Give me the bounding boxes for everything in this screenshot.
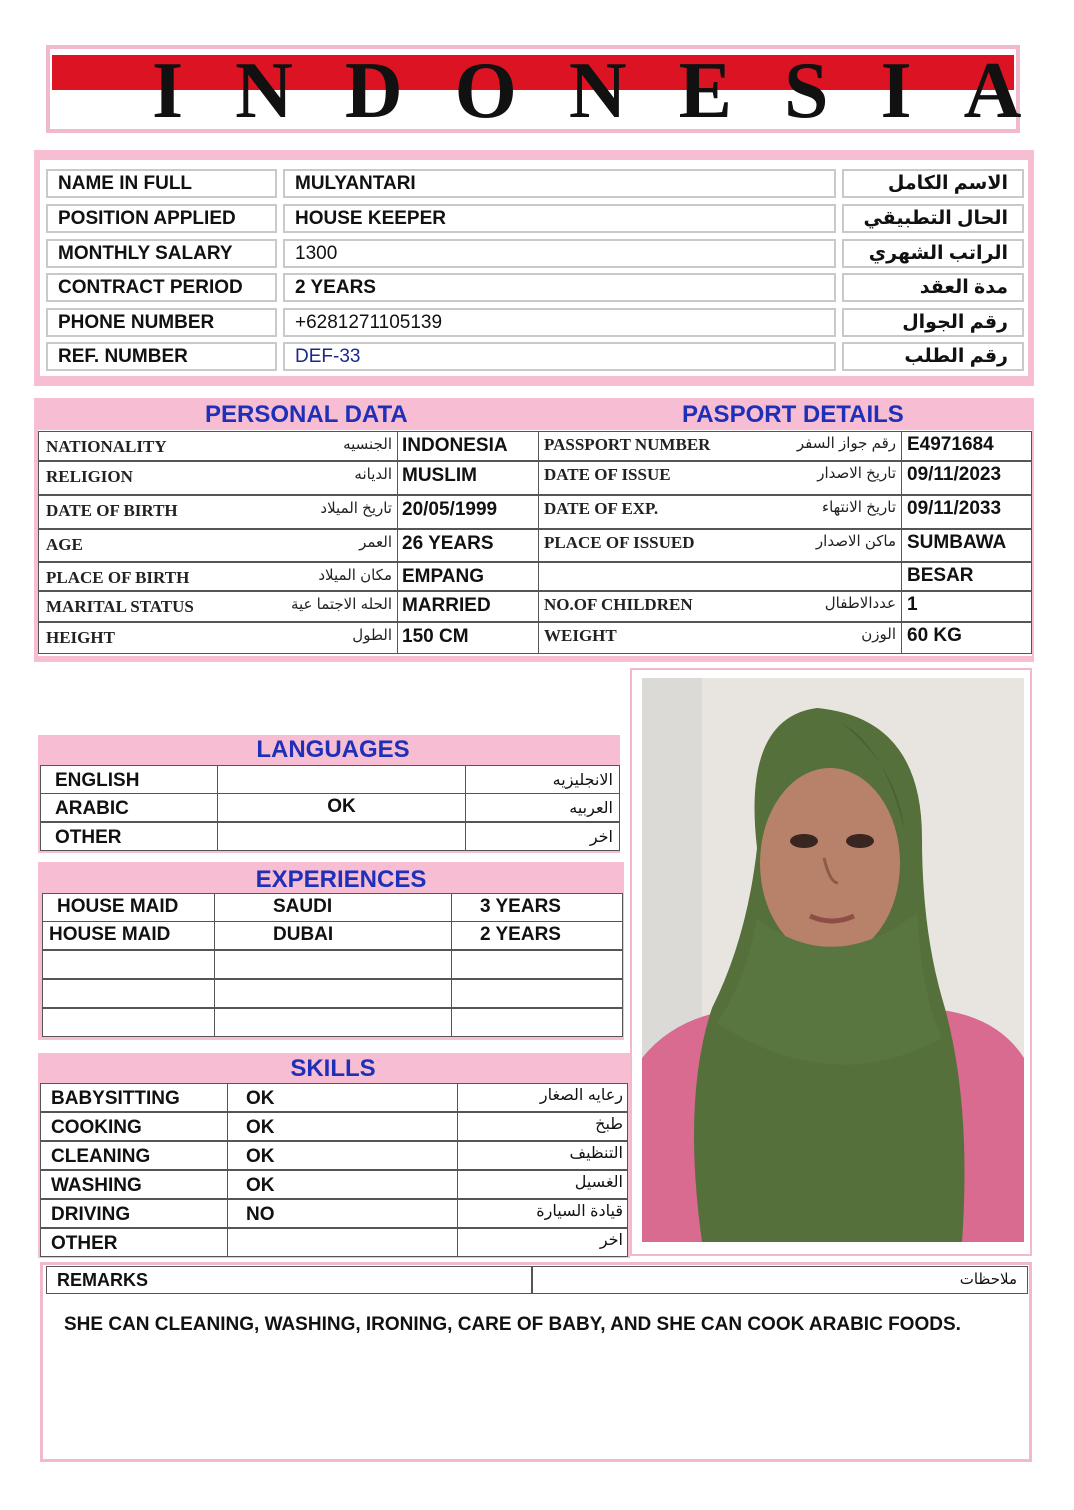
passport-label-cell <box>538 562 902 591</box>
skill-name: BABYSITTING <box>40 1083 228 1112</box>
personal-label-ar: تاريخ الميلاد <box>320 500 392 517</box>
personal-value: MARRIED <box>402 595 491 616</box>
personal-label: PLACE OF BIRTH <box>46 568 190 587</box>
personal-label: DATE OF BIRTH <box>46 501 178 520</box>
passport-label-ar: تاريخ الاصدار <box>817 465 896 482</box>
experience-job: HOUSE MAID <box>42 921 215 950</box>
personal-label: NATIONALITY <box>46 437 167 456</box>
personal-label: HEIGHT <box>46 628 115 647</box>
passport-value: BESAR <box>907 565 974 586</box>
language-name: ARABIC <box>40 793 218 822</box>
skill-name: WASHING <box>40 1170 228 1199</box>
personal-label-ar: العمر <box>359 534 392 551</box>
experience-job <box>42 979 215 1008</box>
experiences-heading: EXPERIENCES <box>255 866 427 893</box>
info-value: 2 YEARS <box>283 273 836 302</box>
info-label: MONTHLY SALARY <box>46 239 277 268</box>
info-label-ar: رقم الطلب <box>842 342 1024 371</box>
info-label: POSITION APPLIED <box>46 204 277 233</box>
candidate-photo <box>642 678 1024 1242</box>
personal-value: INDONESIA <box>402 435 508 456</box>
personal-data-heading: PERSONAL DATA <box>205 401 408 428</box>
language-name: OTHER <box>40 822 218 851</box>
passport-value: E4971684 <box>907 434 994 455</box>
passport-value: 1 <box>907 594 918 615</box>
remarks-label: REMARKS <box>46 1266 532 1294</box>
skill-name-ar: التنظيف <box>457 1141 628 1170</box>
skill-name-ar: قيادة السيارة <box>457 1199 628 1228</box>
passport-label: DATE OF ISSUE <box>544 465 671 484</box>
skill-name-ar: طبخ <box>457 1112 628 1141</box>
experience-duration <box>451 979 623 1008</box>
country-title: INDONESIA <box>152 47 1074 135</box>
experience-country: SAUDI <box>214 893 452 922</box>
skill-level: NO <box>227 1199 458 1228</box>
passport-value: 09/11/2033 <box>907 498 1002 519</box>
info-label-ar: رقم الجوال <box>842 308 1024 337</box>
personal-label-ar: الجنسيه <box>343 436 392 453</box>
experience-duration <box>451 950 623 979</box>
language-level: OK <box>217 793 466 822</box>
experience-country <box>214 950 452 979</box>
experience-duration: 3 YEARS <box>451 893 623 922</box>
info-label: PHONE NUMBER <box>46 308 277 337</box>
experience-country <box>214 1008 452 1037</box>
passport-details-heading: PASPORT DETAILS <box>682 401 904 428</box>
language-level <box>217 822 466 851</box>
personal-value: 26 YEARS <box>402 533 494 554</box>
personal-label: AGE <box>46 535 83 554</box>
personal-label-ar: مكان الميلاد <box>318 567 392 584</box>
skill-level: OK <box>227 1170 458 1199</box>
passport-label-ar: رقم جواز السفر <box>796 435 896 452</box>
experience-job: HOUSE MAID <box>42 893 215 922</box>
passport-label-ar: عددالاطفال <box>824 595 896 612</box>
passport-value: SUMBAWA <box>907 532 1007 553</box>
info-label: NAME IN FULL <box>46 169 277 198</box>
personal-label-ar: الديانه <box>354 466 392 483</box>
personal-label-ar: الطول <box>352 627 392 644</box>
skill-name: OTHER <box>40 1228 228 1257</box>
language-name-ar: اخر <box>465 822 620 851</box>
personal-value: EMPANG <box>402 566 484 587</box>
skill-name: DRIVING <box>40 1199 228 1228</box>
info-value: +6281271105139 <box>283 308 836 337</box>
passport-label: PASSPORT NUMBER <box>544 435 711 454</box>
info-value: 1300 <box>283 239 836 268</box>
remarks-text: SHE CAN CLEANING, WASHING, IRONING, CARE OF BABY, AND SHE CAN COOK ARABIC FOODS. <box>64 1314 961 1335</box>
languages-heading: LANGUAGES <box>256 736 410 763</box>
info-label-ar: الحال التطبيقي <box>842 204 1024 233</box>
passport-label: NO.OF CHILDREN <box>544 595 693 614</box>
candidate-photo-illustration <box>642 678 1024 1242</box>
skill-name: CLEANING <box>40 1141 228 1170</box>
skill-name-ar: الغسيل <box>457 1170 628 1199</box>
passport-label: PLACE OF ISSUED <box>544 533 695 552</box>
personal-value: MUSLIM <box>402 465 477 486</box>
passport-value-cell <box>901 591 1032 622</box>
info-table <box>40 160 1028 376</box>
experience-job <box>42 1008 215 1037</box>
experience-country: DUBAI <box>214 921 452 950</box>
info-value: DEF-33 <box>283 342 836 371</box>
personal-label: MARITAL STATUS <box>46 597 194 616</box>
skill-name-ar: اخر <box>457 1228 628 1257</box>
experience-job <box>42 950 215 979</box>
passport-value: 60 KG <box>907 625 962 646</box>
passport-label-ar: تاريخ الانتهاء <box>822 499 896 516</box>
language-name-ar: العربيه <box>465 793 620 822</box>
info-label-ar: مدة العقد <box>842 273 1024 302</box>
info-value: MULYANTARI <box>283 169 836 198</box>
info-label-ar: الاسم الكامل <box>842 169 1024 198</box>
skill-level: OK <box>227 1141 458 1170</box>
experience-duration <box>451 1008 623 1037</box>
personal-value: 150 CM <box>402 626 469 647</box>
skill-name-ar: رعايه الصغار <box>457 1083 628 1112</box>
personal-value: 20/05/1999 <box>402 499 498 520</box>
info-value: HOUSE KEEPER <box>283 204 836 233</box>
info-label: REF. NUMBER <box>46 342 277 371</box>
experience-country <box>214 979 452 1008</box>
skill-level <box>227 1228 458 1257</box>
passport-label: DATE OF EXP. <box>544 499 659 518</box>
skills-heading: SKILLS <box>290 1055 376 1082</box>
skill-name: COOKING <box>40 1112 228 1141</box>
passport-label-ar: ماكن الاصدار <box>815 533 896 550</box>
experience-duration: 2 YEARS <box>451 921 623 950</box>
passport-value: 09/11/2023 <box>907 464 1002 485</box>
skill-level: OK <box>227 1083 458 1112</box>
language-name-ar: الانجليزيه <box>465 765 620 794</box>
personal-label-ar: الحله الاجتما عية <box>290 596 392 613</box>
skill-level: OK <box>227 1112 458 1141</box>
passport-label-ar: الوزن <box>861 626 896 643</box>
passport-label: WEIGHT <box>544 626 617 645</box>
language-name: ENGLISH <box>40 765 218 794</box>
info-label-ar: الراتب الشهري <box>842 239 1024 268</box>
personal-label: RELIGION <box>46 467 133 486</box>
info-label: CONTRACT PERIOD <box>46 273 277 302</box>
remarks-label-ar: ملاحظات <box>532 1266 1028 1294</box>
language-level <box>217 765 466 794</box>
